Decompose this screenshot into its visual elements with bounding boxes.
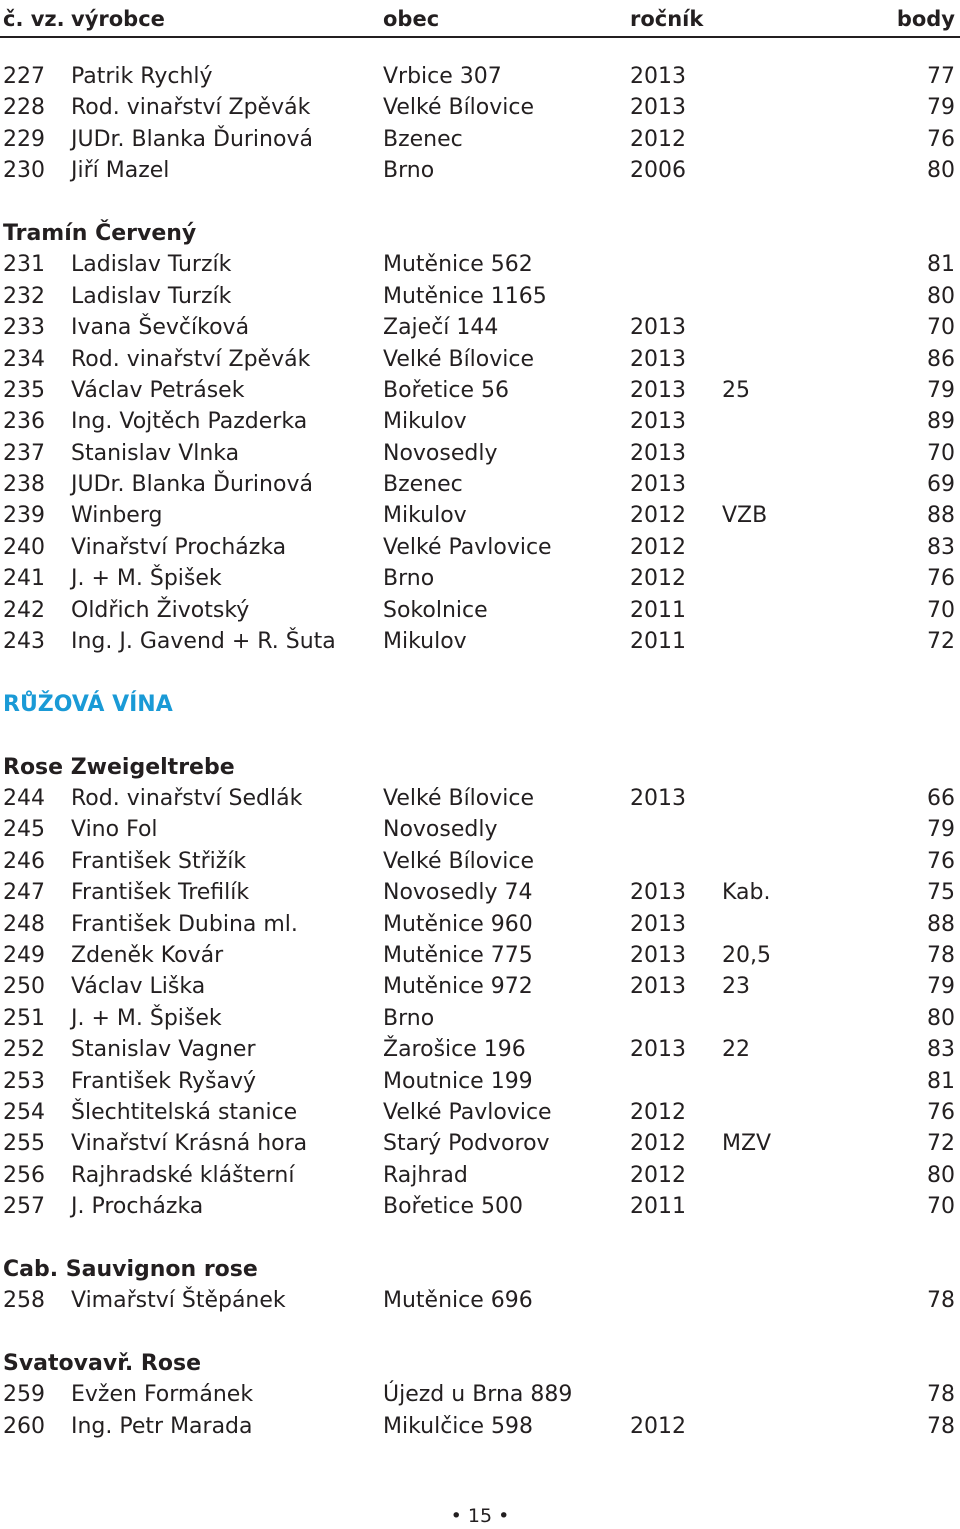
vintage-year: 2013: [630, 440, 686, 466]
sample-number: 236: [3, 409, 45, 435]
sample-number: 260: [3, 1413, 45, 1439]
place-name: Velké Bílovice: [383, 848, 535, 874]
place-name: Velké Bílovice: [383, 95, 535, 121]
place-name: Mikulčice 598: [383, 1413, 534, 1439]
place-name: Mutěnice 972: [383, 974, 533, 1000]
points-value: 66: [927, 785, 955, 811]
vintage-year: 2013: [630, 785, 686, 811]
points-value: 80: [927, 1005, 955, 1031]
sample-number: 240: [3, 534, 45, 560]
points-value: 70: [927, 1194, 955, 1220]
place-name: Mikulov: [383, 503, 467, 529]
producer-name: Rod. vinařství Zpěvák: [71, 95, 311, 121]
points-value: 76: [927, 848, 955, 874]
wine-list: [0, 61, 960, 1442]
producer-name: JUDr. Blanka Ďurinová: [71, 126, 313, 152]
sample-number: 227: [3, 64, 45, 89]
place-name: Bzenec: [383, 126, 463, 152]
points-value: 70: [927, 315, 955, 341]
producer-name: Rod. vinařství Zpěvák: [71, 346, 311, 372]
spacer: [0, 1317, 960, 1348]
table-row: [0, 1379, 960, 1410]
note-cell: 20,5: [722, 942, 771, 968]
points-value: 78: [927, 942, 955, 968]
points-value: 88: [927, 911, 955, 937]
table-row: [0, 312, 960, 343]
vintage-year: 2013: [630, 409, 686, 435]
points-value: 79: [927, 95, 955, 121]
points-value: 75: [927, 880, 955, 906]
table-row: [0, 1066, 960, 1097]
points-value: 80: [927, 158, 955, 184]
sample-number: 239: [3, 503, 45, 529]
table-row: [0, 1411, 960, 1442]
producer-name: Vinařství Krásná hora: [71, 1131, 308, 1157]
note-cell: VZB: [722, 503, 768, 529]
points-value: 70: [927, 440, 955, 466]
section-heading: RŮŽOVÁ VÍNA: [3, 691, 173, 717]
producer-name: Ing. Vojtěch Pazderka: [71, 409, 308, 435]
table-row: [0, 438, 960, 469]
note-cell: MZV: [722, 1131, 772, 1157]
table-row: [0, 783, 960, 814]
producer-name: Ing. J. Gavend + R. Šuta: [71, 629, 336, 655]
sample-number: 229: [3, 126, 45, 152]
variety-heading: Svatovavř. Rose: [3, 1351, 201, 1377]
table-row: [0, 469, 960, 500]
producer-name: Václav Liška: [71, 974, 206, 1000]
table-row: [0, 1097, 960, 1128]
sample-number: 243: [3, 629, 45, 655]
producer-name: Ivana Ševčíková: [71, 315, 250, 341]
producer-name: Ladislav Turzík: [71, 252, 232, 278]
sample-number: 234: [3, 346, 45, 372]
place-name: Brno: [383, 1005, 435, 1031]
points-value: 83: [927, 1037, 955, 1063]
header-producer: výrobce: [71, 7, 165, 31]
vintage-year: 2013: [630, 942, 686, 968]
sample-number: 251: [3, 1005, 45, 1031]
sample-number: 233: [3, 315, 45, 341]
table-row: [0, 1191, 960, 1222]
place-name: Bořetice 500: [383, 1194, 524, 1220]
table-header: [0, 0, 960, 38]
vintage-year: 2013: [630, 974, 686, 1000]
table-row: [0, 971, 960, 1002]
producer-name: Oldřich Životský: [71, 597, 250, 623]
table-row: [0, 877, 960, 908]
vintage-year: 2013: [630, 315, 686, 341]
table-row: [0, 281, 960, 312]
vintage-year: 2012: [630, 126, 686, 152]
place-name: Újezd u Brna 889: [383, 1382, 573, 1408]
producer-name: JUDr. Blanka Ďurinová: [71, 472, 313, 498]
sample-number: 228: [3, 95, 45, 121]
table-row: [0, 846, 960, 877]
sample-number: 258: [3, 1288, 45, 1314]
sample-number: 242: [3, 597, 45, 623]
producer-name: Vino Fol: [71, 817, 158, 843]
points-value: 77: [927, 64, 955, 89]
sample-number: 245: [3, 817, 45, 843]
sample-number: 244: [3, 785, 45, 811]
sample-number: 238: [3, 472, 45, 498]
vintage-year: 2012: [630, 1162, 686, 1188]
place-name: Novosedly 74: [383, 880, 533, 906]
producer-name: Jiří Mazel: [71, 158, 170, 184]
points-value: 78: [927, 1288, 955, 1314]
producer-name: Vinařství Procházka: [71, 534, 287, 560]
sample-number: 247: [3, 880, 45, 906]
place-name: Mikulov: [383, 629, 467, 655]
place-name: Mutěnice 696: [383, 1288, 533, 1314]
variety-heading: Rose Zweigeltrebe: [3, 754, 235, 780]
sample-number: 230: [3, 158, 45, 184]
producer-name: J. + M. Špišek: [71, 1005, 222, 1031]
place-name: Velké Pavlovice: [383, 1099, 552, 1125]
points-value: 81: [927, 1068, 955, 1094]
producer-name: J. Procházka: [71, 1194, 204, 1220]
sample-number: 246: [3, 848, 45, 874]
sample-number: 235: [3, 377, 45, 403]
producer-name: František Trefilík: [71, 880, 250, 906]
variety-heading: Cab. Sauvignon rose: [3, 1256, 258, 1282]
producer-name: Vimařství Štěpánek: [71, 1288, 286, 1314]
table-row: [0, 155, 960, 186]
place-name: Rajhrad: [383, 1162, 468, 1188]
table-row: [0, 375, 960, 406]
vintage-year: 2012: [630, 1131, 686, 1157]
producer-name: Zdeněk Kovár: [71, 942, 224, 968]
sample-number: 253: [3, 1068, 45, 1094]
vintage-year: 2006: [630, 158, 686, 184]
points-value: 76: [927, 126, 955, 152]
page-number: • 15 •: [450, 1505, 510, 1527]
producer-name: Ing. Petr Marada: [71, 1413, 253, 1439]
producer-name: Winberg: [71, 503, 163, 529]
sample-number: 257: [3, 1194, 45, 1220]
vintage-year: 2013: [630, 1037, 686, 1063]
sample-number: 259: [3, 1382, 45, 1408]
place-name: Novosedly: [383, 817, 498, 843]
header-points: body: [896, 7, 955, 31]
place-name: Starý Podvorov: [383, 1131, 550, 1157]
points-value: 79: [927, 817, 955, 843]
place-name: Sokolnice: [383, 597, 488, 623]
sample-number: 255: [3, 1131, 45, 1157]
table-row: [0, 1285, 960, 1316]
vintage-year: 2012: [630, 566, 686, 592]
sample-number: 254: [3, 1099, 45, 1125]
table-row: [0, 563, 960, 594]
table-row: [0, 1003, 960, 1034]
table-row: [0, 344, 960, 375]
place-name: Velké Pavlovice: [383, 534, 552, 560]
place-name: Brno: [383, 158, 435, 184]
points-value: 80: [927, 1162, 955, 1188]
place-name: Bzenec: [383, 472, 463, 498]
producer-name: Ladislav Turzík: [71, 283, 232, 309]
vintage-year: 2012: [630, 534, 686, 560]
producer-name: J. + M. Špišek: [71, 566, 222, 592]
points-value: 78: [927, 1382, 955, 1408]
table-row: [0, 532, 960, 563]
producer-name: Rajhradské klášterní: [71, 1162, 295, 1188]
table-row: [0, 61, 960, 92]
vintage-year: 2012: [630, 503, 686, 529]
producer-name: Patrik Rychlý: [71, 64, 213, 89]
place-name: Bořetice 56: [383, 377, 510, 403]
table-row: [0, 500, 960, 531]
place-name: Mikulov: [383, 409, 467, 435]
sample-number: 256: [3, 1162, 45, 1188]
note-cell: Kab.: [722, 880, 771, 906]
place-name: Zaječí 144: [383, 315, 499, 341]
vintage-year: 2013: [630, 95, 686, 121]
table-row: [0, 1034, 960, 1065]
producer-name: Václav Petrásek: [71, 377, 245, 403]
table-row: [0, 406, 960, 437]
place-name: Mutěnice 960: [383, 911, 533, 937]
place-name: Velké Bílovice: [383, 346, 535, 372]
place-name: Žarošice 196: [383, 1037, 526, 1063]
sample-number: 237: [3, 440, 45, 466]
points-value: 76: [927, 1099, 955, 1125]
place-name: Mutěnice 1165: [383, 283, 547, 309]
vintage-year: 2011: [630, 1194, 686, 1220]
variety-heading: Tramín Červený: [3, 220, 197, 246]
vintage-year: 2013: [630, 64, 686, 89]
place-name: Mutěnice 775: [383, 942, 533, 968]
vintage-year: 2012: [630, 1413, 686, 1439]
points-value: 79: [927, 377, 955, 403]
table-row: [0, 909, 960, 940]
sample-number: 232: [3, 283, 45, 309]
table-row: [0, 1160, 960, 1191]
producer-name: Šlechtitelská stanice: [71, 1099, 298, 1125]
points-value: 78: [927, 1413, 955, 1439]
place-name: Novosedly: [383, 440, 498, 466]
table-row: [0, 626, 960, 657]
vintage-year: 2013: [630, 472, 686, 498]
points-value: 80: [927, 283, 955, 309]
sample-number: 231: [3, 252, 45, 278]
sample-number: 241: [3, 566, 45, 592]
place-name: Velké Bílovice: [383, 785, 535, 811]
spacer: [0, 657, 960, 688]
producer-name: František Střižík: [71, 848, 247, 874]
note-cell: 25: [722, 377, 750, 403]
points-value: 79: [927, 974, 955, 1000]
vintage-year: 2011: [630, 597, 686, 623]
place-name: Brno: [383, 566, 435, 592]
points-value: 72: [927, 1131, 955, 1157]
spacer: [0, 187, 960, 218]
points-value: 76: [927, 566, 955, 592]
points-value: 86: [927, 346, 955, 372]
points-value: 89: [927, 409, 955, 435]
vintage-year: 2013: [630, 346, 686, 372]
producer-name: František Ryšavý: [71, 1068, 257, 1094]
note-cell: 22: [722, 1037, 750, 1063]
note-cell: 23: [722, 974, 750, 1000]
points-value: 69: [927, 472, 955, 498]
sample-number: 248: [3, 911, 45, 937]
table-row: [0, 1128, 960, 1159]
points-value: 81: [927, 252, 955, 278]
table-row: [0, 814, 960, 845]
producer-name: Stanislav Vagner: [71, 1037, 256, 1063]
table-row: [0, 124, 960, 155]
table-row: [0, 249, 960, 280]
vintage-year: 2011: [630, 629, 686, 655]
vintage-year: 2013: [630, 377, 686, 403]
producer-name: František Dubina ml.: [71, 911, 298, 937]
header-vintage: ročník: [630, 7, 704, 31]
spacer: [0, 1222, 960, 1253]
table-row: [0, 595, 960, 626]
table-row: [0, 940, 960, 971]
place-name: Vrbice 307: [383, 64, 502, 89]
header-number: č. vz.: [3, 7, 65, 31]
sample-number: 250: [3, 974, 45, 1000]
sample-number: 249: [3, 942, 45, 968]
producer-name: Rod. vinařství Sedlák: [71, 785, 303, 811]
points-value: 83: [927, 534, 955, 560]
header-place: obec: [383, 7, 440, 31]
vintage-year: 2013: [630, 880, 686, 906]
producer-name: Stanislav Vlnka: [71, 440, 240, 466]
points-value: 72: [927, 629, 955, 655]
spacer: [0, 720, 960, 751]
points-value: 88: [927, 503, 955, 529]
table-row: [0, 92, 960, 123]
producer-name: Evžen Formánek: [71, 1382, 254, 1408]
vintage-year: 2013: [630, 911, 686, 937]
sample-number: 252: [3, 1037, 45, 1063]
place-name: Mutěnice 562: [383, 252, 533, 278]
place-name: Moutnice 199: [383, 1068, 533, 1094]
vintage-year: 2012: [630, 1099, 686, 1125]
points-value: 70: [927, 597, 955, 623]
